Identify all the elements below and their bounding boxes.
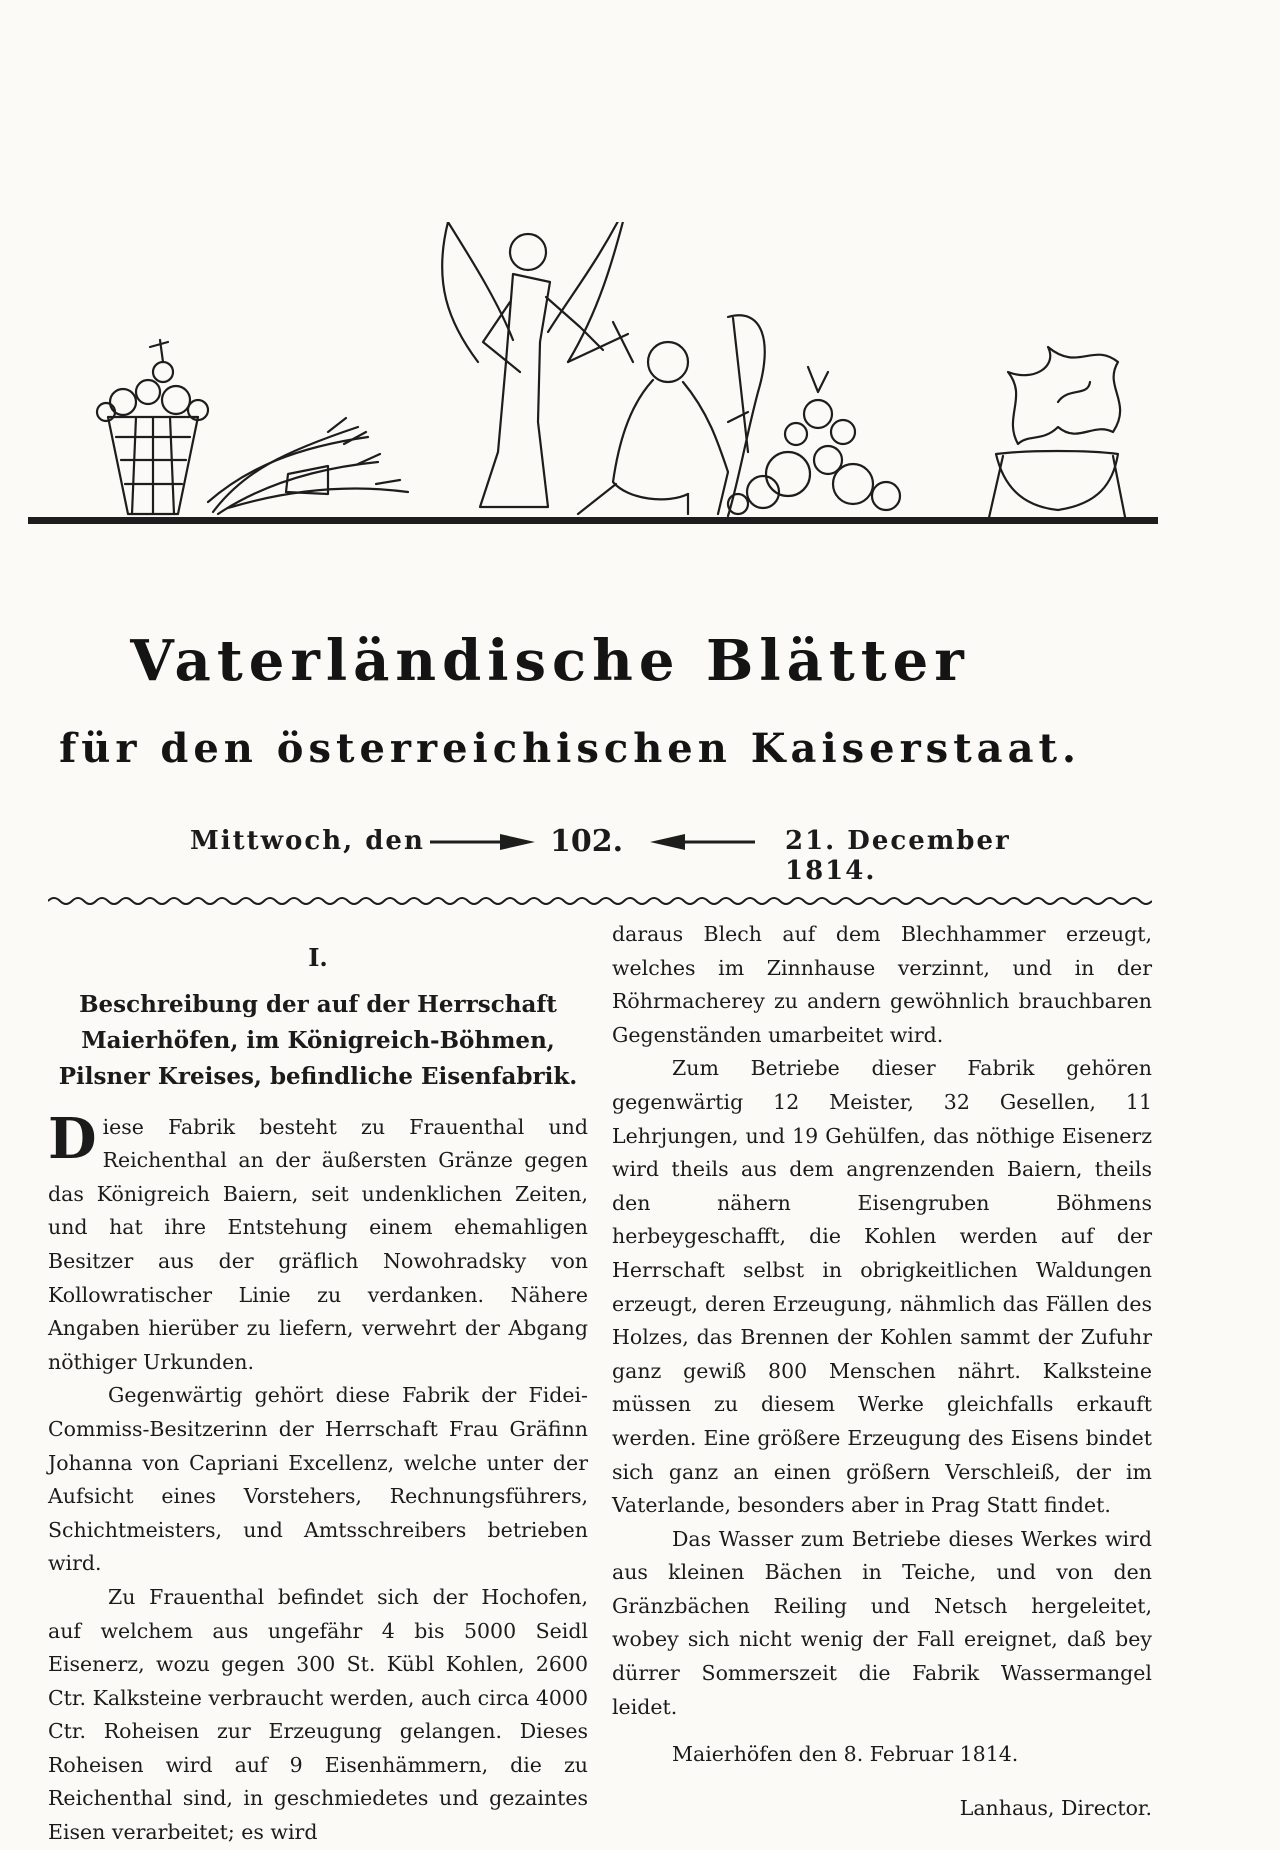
signature-place-date: Maierhöfen den 8. Februar 1814. [672, 1742, 1019, 1767]
angel-figure-icon [442, 222, 633, 507]
wheat-sheaf-icon [208, 418, 408, 514]
newspaper-subtitle: für den österreichischen Kaiserstaat. [59, 725, 1081, 772]
paragraph: Diese Fabrik besteht zu Frauenthal und Reichenthal an der äußersten Gränze gegen das Königreich Baiern, seit undenklichen Zeiten, und hat ihre Entstehung einem ehemahligen Besitzer aus der gräflich Nowohradsky von Kollowratischer Linie zu verdanken. Nähere Angaben hierüber zu liefern, verwehrt der Abgang nöthiger Urkunden. [48, 1105, 588, 1374]
issue-number: 102. [550, 824, 624, 859]
paragraph: Das Wasser zum Betriebe dieses Werkes wird aus kleinen Bächen in Teiche, und von den Gränzbächen Reiling und Netsch hergeleitet, wobey sich nicht wenig der Fall ereignet, daß bey dürrer Sommerszeit die Fabrik Wassermangel leidet. [612, 1526, 1152, 1719]
right-ornament-arrow [645, 820, 755, 860]
right-column [612, 918, 1152, 1825]
article-number: I. [308, 943, 328, 972]
fruit-pile-icon [728, 367, 900, 514]
newspaper-title: Vaterländische Blätter [130, 628, 970, 694]
flower-basket-icon [97, 340, 208, 514]
dateline [190, 820, 1070, 886]
left-column [48, 925, 588, 1850]
paragraph: Zu Frauenthal befindet sich der Hochofen, auf welchem aus ungefähr 4 bis 5000 Seidl Eisenerz, wozu gegen 300 St. Kübl Kohlen, 2600 Ctr. Kalksteine verbraucht werden, auch circa 4000 Ctr. Roheisen zur Erzeugung gelangen. Dieses Roheisen wird auf 9 Eisenhämmern, die zu Reichenthal sind, in geschmiedetes und gezaintes Eisen verarbeitet; es wird [48, 1584, 588, 1845]
ground-rule [28, 517, 1158, 524]
issue-date: 21. December 1814. [785, 826, 1011, 886]
signature-name: Lanhaus, Director. [959, 1795, 1152, 1820]
masthead-vignette-illustration [28, 222, 1158, 592]
paragraph: Gegenwärtig gehört diese Fabrik der Fidei-Commiss-Besitzerinn der Herrschaft Frau Gräfinn Johanna von Capriani Excellenz, welche unter der Aufsicht eines Vorstehers, Rechnungsführers, Schichtmeisters, und Amtsschreibers betrieben wird. [48, 1383, 588, 1576]
dateline-weekday: Mittwoch, den [190, 826, 425, 856]
cauldron-icon [988, 347, 1126, 522]
article-title: Beschreibung der auf der Herrschaft Maierhöfen, im Königreich-Böhmen, Pilsner Kreises, befindliche Eisenfabrik. [58, 990, 578, 1090]
wavy-divider [48, 894, 1152, 908]
left-ornament-arrow [430, 820, 540, 860]
paragraph: Zum Betriebe dieser Fabrik gehören gegenwärtig 12 Meister, 32 Gesellen, 11 Lehrjungen, und 19 Gehülfen, das nöthige Eisenerz wird theils aus dem angrenzenden Baiern, theils den nähern Eisengruben Böhmens herbeygeschafft, die Kohlen werden auf der Herrschaft selbst in obrigkeitlichen Waldungen erzeugt, deren Erzeugung, nähmlich das Fällen des Holzes, das Brennen der Kohlen sammt der Zufuhr ganz gewiß 800 Menschen nährt. Kalksteine müssen zu diesem Werke gleichfalls erkauft werden. Eine größere Erzeugung des Eisens bindet sich ganz an einen größern Verschleiß, der im Vaterlande, besonders aber in Prag Statt findet. [612, 1056, 1152, 1518]
paragraph: daraus Blech auf dem Blechhammer erzeugt, welches im Zinnhause verzinnt, und in der Röhrmacherey zu andern gewöhnlich brauchbaren Gegenständen umarbeitet wird. [612, 922, 1152, 1047]
